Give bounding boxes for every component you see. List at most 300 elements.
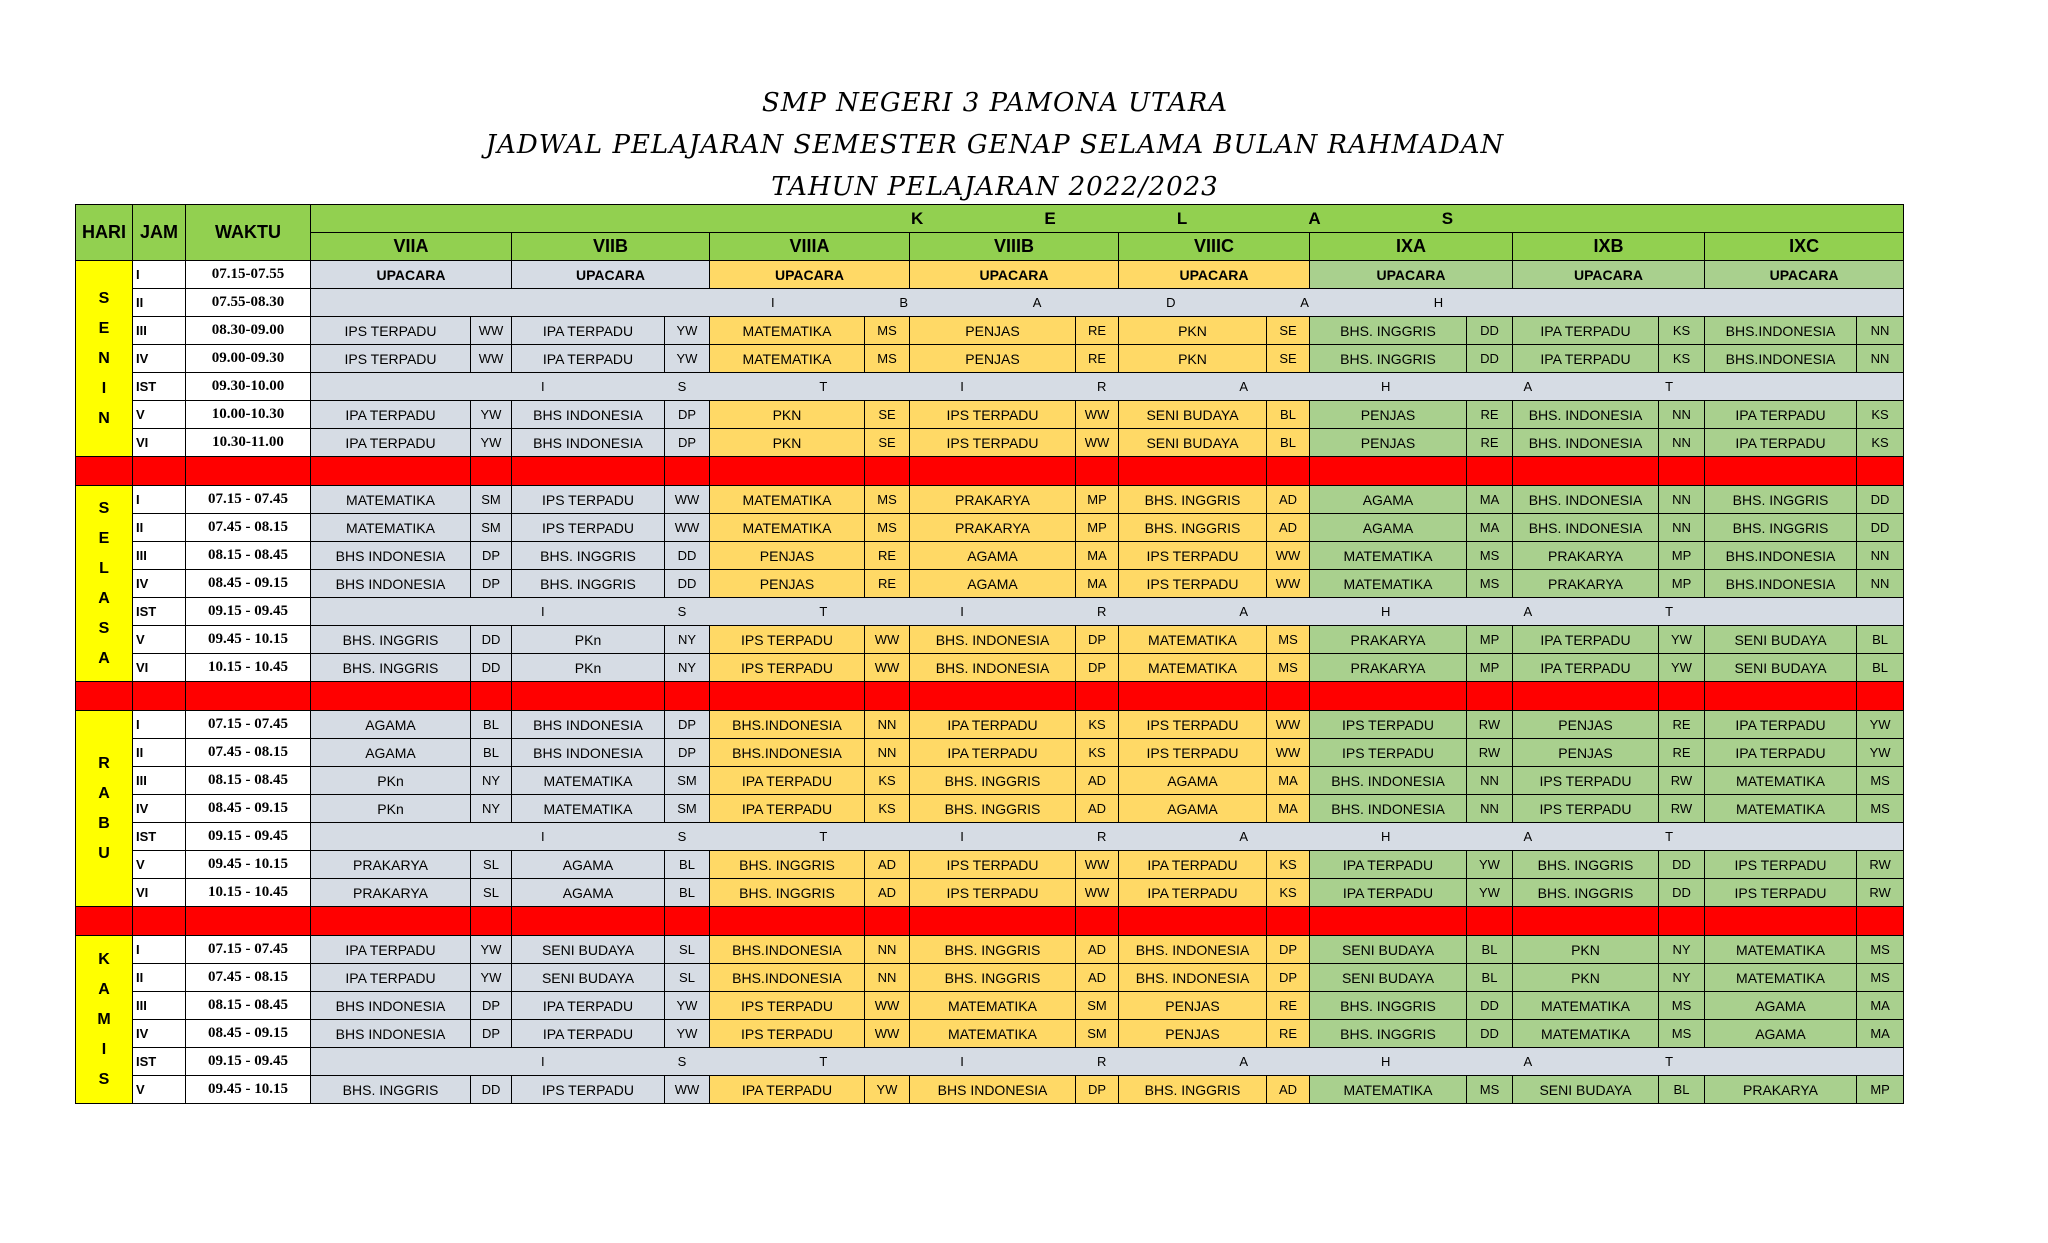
banner-letter: I: [771, 295, 775, 310]
teacher-code: DP: [1076, 1076, 1119, 1104]
separator-cell: [76, 682, 133, 711]
teacher-code: WW: [1076, 429, 1119, 457]
teacher-code: WW: [1076, 401, 1119, 429]
title-block: [0, 82, 1990, 208]
schedule-row: [76, 542, 1904, 570]
schedule-row: [76, 1076, 1904, 1104]
teacher-code: BL: [1857, 654, 1904, 682]
day-letter: A: [98, 980, 110, 998]
subject-cell: MATEMATIKA: [710, 345, 865, 373]
schedule-row: [76, 739, 1904, 767]
teacher-code: BL: [1267, 429, 1310, 457]
jam-cell: V: [133, 401, 186, 429]
separator-cell: [512, 682, 665, 711]
teacher-code: RE: [1467, 429, 1513, 457]
subject-cell: SENI BUDAYA: [512, 936, 665, 964]
class-header-ixa: IXA: [1310, 233, 1513, 261]
subject-cell: BHS. INGGRIS: [910, 964, 1076, 992]
day-letter: R: [98, 754, 110, 772]
banner-letter: A: [1300, 295, 1309, 310]
banner-letter: R: [1096, 829, 1107, 844]
banner-letter: I: [960, 379, 964, 394]
separator-cell: [1267, 682, 1310, 711]
subject-cell: IPA TERPADU: [910, 711, 1076, 739]
teacher-code: DP: [1076, 626, 1119, 654]
jam-cell: IV: [133, 570, 186, 598]
subject-cell: IPS TERPADU: [910, 851, 1076, 879]
day-letter: U: [98, 844, 110, 862]
separator-cell: [1076, 907, 1119, 936]
upacara-cell: UPACARA: [1705, 261, 1904, 289]
jam-cell: III: [133, 767, 186, 795]
teacher-code: MP: [1076, 514, 1119, 542]
subject-cell: IPA TERPADU: [512, 1020, 665, 1048]
separator-cell: [1659, 682, 1705, 711]
teacher-code: RE: [1267, 992, 1310, 1020]
separator-cell: [471, 457, 512, 486]
subject-cell: IPA TERPADU: [710, 1076, 865, 1104]
subject-cell: BHS. INGGRIS: [1310, 345, 1467, 373]
separator-cell: [1857, 682, 1904, 711]
day-separator: [76, 457, 1904, 486]
teacher-code: DD: [1467, 317, 1513, 345]
subject-cell: MATEMATIKA: [910, 1020, 1076, 1048]
teacher-code: MP: [1857, 1076, 1904, 1104]
banner-letter: T: [819, 829, 828, 844]
teacher-code: NN: [1659, 401, 1705, 429]
class-header-viiic: VIIIC: [1119, 233, 1310, 261]
waktu-cell: 10.15 - 10.45: [186, 654, 311, 682]
teacher-code: WW: [865, 654, 910, 682]
banner-letter: A: [1239, 1054, 1249, 1069]
teacher-code: DD: [1467, 345, 1513, 373]
teacher-code: DD: [1857, 514, 1904, 542]
teacher-code: MS: [1267, 626, 1310, 654]
subject-cell: PKN: [710, 429, 865, 457]
teacher-code: YW: [471, 964, 512, 992]
teacher-code: MS: [865, 514, 910, 542]
teacher-code: MP: [1467, 626, 1513, 654]
kelas-letter: A: [1308, 208, 1321, 228]
subject-cell: PKn: [311, 767, 471, 795]
separator-cell: [1467, 682, 1513, 711]
teacher-code: BL: [1467, 964, 1513, 992]
teacher-code: MS: [865, 486, 910, 514]
upacara-cell: UPACARA: [910, 261, 1119, 289]
separator-cell: [1705, 907, 1857, 936]
subject-cell: IPA TERPADU: [710, 767, 865, 795]
kelas-letter: K: [911, 208, 924, 228]
subject-cell: IPA TERPADU: [1705, 739, 1857, 767]
subject-cell: BHS. INDONESIA: [1513, 514, 1659, 542]
separator-cell: [1857, 457, 1904, 486]
teacher-code: DD: [1857, 486, 1904, 514]
teacher-code: DD: [471, 626, 512, 654]
teacher-code: MS: [1467, 570, 1513, 598]
jam-cell: V: [133, 851, 186, 879]
schedule-row: [76, 823, 1904, 851]
jam-cell: I: [133, 936, 186, 964]
subject-cell: PKn: [512, 654, 665, 682]
subject-cell: MATEMATIKA: [710, 317, 865, 345]
teacher-code: MS: [1267, 654, 1310, 682]
subject-cell: PRAKARYA: [1513, 570, 1659, 598]
teacher-code: SL: [471, 879, 512, 907]
academic-year: TAHUN PELAJARAN 2022/2023: [771, 172, 1219, 202]
separator-cell: [1467, 907, 1513, 936]
separator-cell: [1467, 457, 1513, 486]
subject-cell: IPA TERPADU: [1705, 401, 1857, 429]
separator-cell: [910, 457, 1076, 486]
jam-cell: III: [133, 992, 186, 1020]
subject-cell: PKN: [710, 401, 865, 429]
teacher-code: MS: [1467, 1076, 1513, 1104]
waktu-cell: 08.15 - 08.45: [186, 542, 311, 570]
banner-letter: I: [960, 829, 964, 844]
jam-cell: II: [133, 964, 186, 992]
teacher-code: YW: [665, 345, 710, 373]
subject-cell: MATEMATIKA: [1310, 1076, 1467, 1104]
subject-cell: BHS INDONESIA: [311, 570, 471, 598]
teacher-code: YW: [1659, 626, 1705, 654]
teacher-code: DD: [471, 654, 512, 682]
subject-cell: AGAMA: [910, 542, 1076, 570]
subject-cell: IPA TERPADU: [1119, 851, 1267, 879]
upacara-cell: UPACARA: [1310, 261, 1513, 289]
day-letter: A: [98, 649, 110, 667]
subject-cell: AGAMA: [311, 711, 471, 739]
waktu-cell: 09.45 - 10.15: [186, 1076, 311, 1104]
teacher-code: RE: [1076, 317, 1119, 345]
subject-cell: IPA TERPADU: [1513, 626, 1659, 654]
teacher-code: NN: [1659, 486, 1705, 514]
subject-cell: MATEMATIKA: [1705, 936, 1857, 964]
waktu-cell: 07.15 - 07.45: [186, 486, 311, 514]
day-letter: B: [98, 814, 110, 832]
subject-cell: IPA TERPADU: [1513, 654, 1659, 682]
schedule-row: [76, 936, 1904, 964]
subject-cell: PENJAS: [1513, 739, 1659, 767]
subject-cell: PENJAS: [710, 542, 865, 570]
subject-cell: IPA TERPADU: [910, 739, 1076, 767]
teacher-code: NN: [865, 964, 910, 992]
teacher-code: KS: [1076, 711, 1119, 739]
banner-letter: A: [1032, 295, 1042, 310]
teacher-code: RE: [1659, 739, 1705, 767]
waktu-cell: 09.15 - 09.45: [186, 1048, 311, 1076]
subject-cell: AGAMA: [910, 570, 1076, 598]
subject-cell: BHS. INGGRIS: [512, 542, 665, 570]
subject-cell: BHS.INDONESIA: [710, 711, 865, 739]
teacher-code: NN: [1857, 542, 1904, 570]
teacher-code: SM: [665, 795, 710, 823]
teacher-code: KS: [1857, 429, 1904, 457]
teacher-code: YW: [665, 317, 710, 345]
teacher-code: DD: [1467, 992, 1513, 1020]
subject-cell: IPS TERPADU: [710, 1020, 865, 1048]
separator-cell: [865, 682, 910, 711]
teacher-code: SL: [665, 936, 710, 964]
subject-cell: BHS. INDONESIA: [910, 626, 1076, 654]
teacher-code: KS: [865, 767, 910, 795]
banner-letter: T: [819, 379, 828, 394]
teacher-code: MS: [865, 345, 910, 373]
class-header-ixb: IXB: [1513, 233, 1705, 261]
banner-letter: T: [1665, 604, 1674, 619]
subject-cell: BHS. INGGRIS: [710, 879, 865, 907]
jam-cell: I: [133, 261, 186, 289]
teacher-code: DD: [665, 542, 710, 570]
separator-cell: [665, 457, 710, 486]
teacher-code: MS: [1467, 542, 1513, 570]
subject-cell: MATEMATIKA: [1119, 654, 1267, 682]
teacher-code: AD: [1267, 486, 1310, 514]
subject-cell: MATEMATIKA: [1119, 626, 1267, 654]
subject-cell: BHS. INDONESIA: [1310, 795, 1467, 823]
day-separator: [76, 682, 1904, 711]
teacher-code: YW: [471, 936, 512, 964]
teacher-code: WW: [865, 626, 910, 654]
subject-cell: BHS. INGGRIS: [1513, 851, 1659, 879]
teacher-code: DP: [471, 542, 512, 570]
teacher-code: BL: [665, 851, 710, 879]
teacher-code: AD: [1267, 514, 1310, 542]
subject-cell: PRAKARYA: [1310, 654, 1467, 682]
subject-cell: MATEMATIKA: [311, 486, 471, 514]
subject-cell: AGAMA: [512, 879, 665, 907]
jam-cell: II: [133, 739, 186, 767]
subject-cell: BHS. INGGRIS: [710, 851, 865, 879]
subject-cell: IPS TERPADU: [910, 401, 1076, 429]
day-letter: I: [101, 379, 107, 397]
subject-cell: BHS. INGGRIS: [512, 570, 665, 598]
subject-cell: BHS. INDONESIA: [1513, 486, 1659, 514]
teacher-code: YW: [1659, 654, 1705, 682]
banner-letter: R: [1096, 379, 1107, 394]
subject-cell: PENJAS: [1119, 1020, 1267, 1048]
teacher-code: RW: [1857, 879, 1904, 907]
teacher-code: AD: [1267, 1076, 1310, 1104]
teacher-code: YW: [1467, 879, 1513, 907]
subject-cell: MATEMATIKA: [710, 514, 865, 542]
schedule-row: [76, 1048, 1904, 1076]
subject-cell: SENI BUDAYA: [1705, 626, 1857, 654]
teacher-code: BL: [471, 711, 512, 739]
day-letter: E: [98, 319, 110, 337]
teacher-code: YW: [865, 1076, 910, 1104]
separator-cell: [133, 907, 186, 936]
schedule-row: [76, 598, 1904, 626]
teacher-code: RE: [1076, 345, 1119, 373]
separator-cell: [1857, 907, 1904, 936]
upacara-cell: UPACARA: [512, 261, 710, 289]
subject-cell: IPA TERPADU: [1310, 851, 1467, 879]
day-letter: S: [98, 499, 110, 517]
teacher-code: WW: [1076, 879, 1119, 907]
teacher-code: YW: [471, 401, 512, 429]
separator-cell: [1705, 457, 1857, 486]
subject-cell: IPS TERPADU: [1310, 739, 1467, 767]
banner-letter: H: [1381, 829, 1391, 844]
subject-cell: BHS. INGGRIS: [1119, 514, 1267, 542]
break-banner: [311, 373, 1904, 401]
day-letter: A: [98, 589, 110, 607]
separator-cell: [1310, 457, 1467, 486]
subject-cell: BHS INDONESIA: [512, 739, 665, 767]
subject-cell: BHS INDONESIA: [512, 711, 665, 739]
schedule-row: [76, 570, 1904, 598]
waktu-cell: 07.55-08.30: [186, 289, 311, 317]
separator-cell: [186, 457, 311, 486]
subject-cell: IPS TERPADU: [1119, 542, 1267, 570]
subject-cell: SENI BUDAYA: [1119, 401, 1267, 429]
schedule-row: [76, 767, 1904, 795]
banner-letter: B: [899, 295, 909, 310]
waktu-cell: 07.45 - 08.15: [186, 739, 311, 767]
break-banner: [311, 598, 1904, 626]
waktu-cell: 08.45 - 09.15: [186, 795, 311, 823]
subject-cell: PENJAS: [1119, 992, 1267, 1020]
separator-cell: [665, 907, 710, 936]
separator-cell: [1513, 907, 1659, 936]
day-letter: S: [98, 619, 110, 637]
header-row-1: [76, 205, 1904, 233]
teacher-code: DP: [1267, 936, 1310, 964]
teacher-code: MA: [1467, 514, 1513, 542]
teacher-code: NY: [1659, 964, 1705, 992]
separator-cell: [1659, 907, 1705, 936]
subject-cell: BHS. INDONESIA: [1310, 767, 1467, 795]
subject-cell: IPA TERPADU: [311, 401, 471, 429]
waktu-cell: 08.15 - 08.45: [186, 992, 311, 1020]
subject-cell: BHS.INDONESIA: [1705, 345, 1857, 373]
subject-cell: BHS.INDONESIA: [710, 964, 865, 992]
separator-cell: [865, 457, 910, 486]
subject-cell: BHS. INGGRIS: [1310, 1020, 1467, 1048]
schedule-row: [76, 373, 1904, 401]
teacher-code: DD: [1467, 1020, 1513, 1048]
jam-cell: IST: [133, 1048, 186, 1076]
subject-cell: IPS TERPADU: [311, 345, 471, 373]
jam-cell: VI: [133, 654, 186, 682]
separator-cell: [1119, 682, 1267, 711]
separator-cell: [1267, 907, 1310, 936]
teacher-code: SE: [865, 429, 910, 457]
teacher-code: MP: [1659, 570, 1705, 598]
header-jam: JAM: [133, 205, 186, 261]
subject-cell: BHS INDONESIA: [910, 1076, 1076, 1104]
schedule-row: [76, 626, 1904, 654]
waktu-cell: 09.15 - 09.45: [186, 823, 311, 851]
banner-letter: I: [541, 604, 545, 619]
header-waktu: WAKTU: [186, 205, 311, 261]
teacher-code: RW: [1857, 851, 1904, 879]
subject-cell: IPS TERPADU: [512, 486, 665, 514]
schedule-row: [76, 795, 1904, 823]
separator-cell: [710, 457, 865, 486]
subject-cell: BHS.INDONESIA: [710, 739, 865, 767]
teacher-code: SM: [665, 767, 710, 795]
teacher-code: WW: [665, 514, 710, 542]
class-header-viiia: VIIIA: [710, 233, 910, 261]
separator-cell: [1513, 457, 1659, 486]
teacher-code: AD: [1076, 795, 1119, 823]
banner-letter: A: [1523, 379, 1533, 394]
subject-cell: BHS. INGGRIS: [1119, 1076, 1267, 1104]
subject-cell: IPS TERPADU: [710, 626, 865, 654]
teacher-code: KS: [1659, 345, 1705, 373]
subject-cell: IPS TERPADU: [1513, 767, 1659, 795]
waktu-cell: 07.45 - 08.15: [186, 964, 311, 992]
subject-cell: BHS. INDONESIA: [1119, 936, 1267, 964]
schedule-row: [76, 289, 1904, 317]
teacher-code: BL: [1857, 626, 1904, 654]
class-header-viiib: VIIIB: [910, 233, 1119, 261]
separator-cell: [1705, 682, 1857, 711]
banner-letter: S: [677, 379, 687, 394]
teacher-code: AD: [865, 851, 910, 879]
separator-cell: [133, 457, 186, 486]
subject-cell: BHS. INGGRIS: [1705, 514, 1857, 542]
separator-cell: [471, 907, 512, 936]
teacher-code: NY: [471, 767, 512, 795]
upacara-cell: UPACARA: [1513, 261, 1705, 289]
teacher-code: MA: [1267, 795, 1310, 823]
separator-cell: [1119, 457, 1267, 486]
banner-letter: H: [1381, 1054, 1391, 1069]
banner-letter: T: [819, 1054, 828, 1069]
teacher-code: RW: [1659, 767, 1705, 795]
header-kelas: [311, 205, 1904, 233]
subject-cell: IPS TERPADU: [512, 1076, 665, 1104]
banner-letter: S: [677, 1054, 687, 1069]
class-header-ixc: IXC: [1705, 233, 1904, 261]
day-letter: S: [98, 1070, 110, 1088]
teacher-code: MA: [1857, 1020, 1904, 1048]
day-letter: E: [98, 529, 110, 547]
waktu-cell: 07.45 - 08.15: [186, 514, 311, 542]
waktu-cell: 08.45 - 09.15: [186, 1020, 311, 1048]
subject-cell: MATEMATIKA: [1310, 542, 1467, 570]
teacher-code: YW: [665, 992, 710, 1020]
schedule-row: [76, 261, 1904, 289]
subject-cell: PRAKARYA: [311, 851, 471, 879]
teacher-code: DP: [1076, 654, 1119, 682]
waktu-cell: 09.30-10.00: [186, 373, 311, 401]
subject-cell: BHS. INDONESIA: [1119, 964, 1267, 992]
teacher-code: MS: [1857, 767, 1904, 795]
separator-cell: [1310, 907, 1467, 936]
subject-cell: PENJAS: [1513, 711, 1659, 739]
schedule-row: [76, 879, 1904, 907]
separator-cell: [1267, 457, 1310, 486]
subject-cell: BHS INDONESIA: [311, 1020, 471, 1048]
teacher-code: WW: [665, 486, 710, 514]
teacher-code: NN: [865, 936, 910, 964]
teacher-code: WW: [865, 1020, 910, 1048]
teacher-code: MA: [1467, 486, 1513, 514]
teacher-code: DP: [665, 739, 710, 767]
jam-cell: VI: [133, 879, 186, 907]
banner-letter: A: [1523, 829, 1533, 844]
subject-cell: MATEMATIKA: [311, 514, 471, 542]
subject-cell: IPA TERPADU: [512, 345, 665, 373]
jam-cell: V: [133, 1076, 186, 1104]
waktu-cell: 09.45 - 10.15: [186, 851, 311, 879]
subject-cell: MATEMATIKA: [710, 486, 865, 514]
subject-cell: IPS TERPADU: [710, 992, 865, 1020]
banner-letter: I: [541, 829, 545, 844]
